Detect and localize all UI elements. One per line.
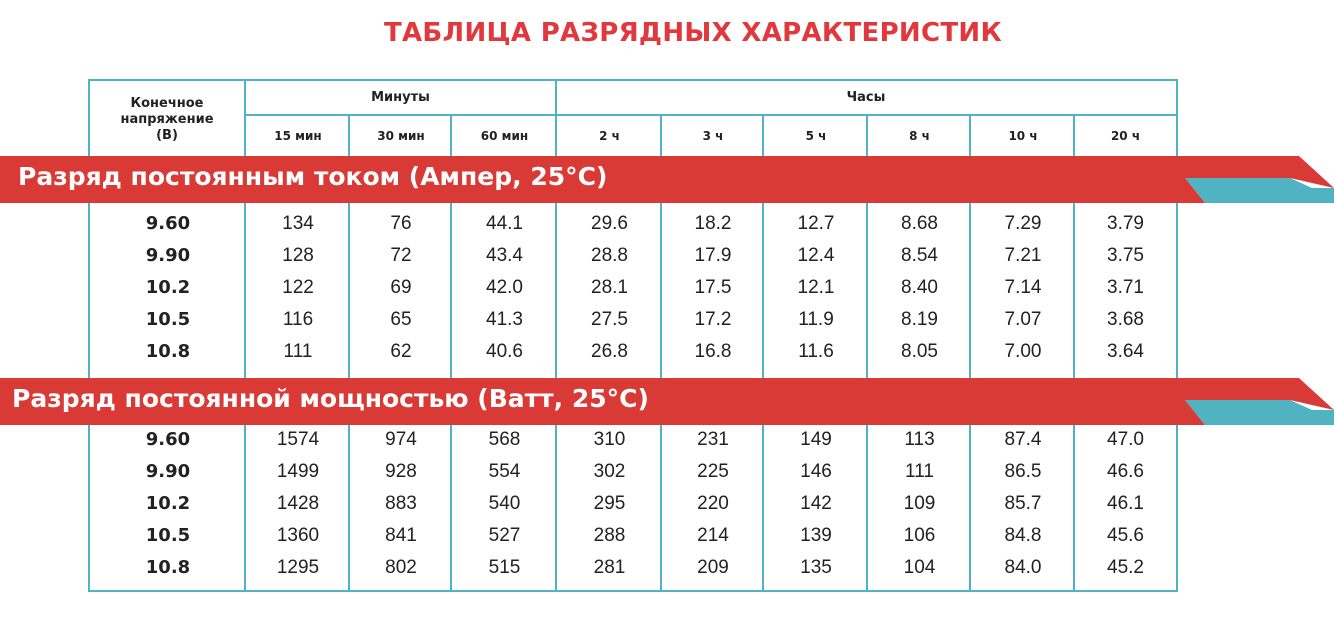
section-band-current xyxy=(0,156,1334,203)
value-cell: 3.68 xyxy=(1107,309,1144,330)
value-cell: 568 xyxy=(488,429,521,450)
value-cell: 46.6 xyxy=(1107,461,1144,482)
value-cell: 113 xyxy=(904,429,935,450)
value-cell: 8.54 xyxy=(901,245,938,266)
value-cell: 231 xyxy=(697,429,729,450)
value-cell: 44.1 xyxy=(486,213,523,234)
column-header: 30 мин xyxy=(377,129,425,143)
value-cell: 225 xyxy=(697,461,729,482)
value-cell: 214 xyxy=(697,525,729,546)
value-cell: 7.29 xyxy=(1004,213,1042,234)
value-cell: 111 xyxy=(283,341,313,362)
group-header-minutes: Минуты xyxy=(371,90,430,105)
value-cell: 17.5 xyxy=(694,277,732,298)
value-cell: 11.6 xyxy=(798,341,834,362)
value-cell: 8.68 xyxy=(901,213,938,234)
value-cell: 288 xyxy=(593,525,626,546)
value-cell: 29.6 xyxy=(591,213,628,234)
value-cell: 3.79 xyxy=(1107,213,1144,234)
value-cell: 28.8 xyxy=(591,245,628,266)
value-cell: 12.7 xyxy=(797,213,835,234)
value-cell: 106 xyxy=(903,525,936,546)
value-cell: 295 xyxy=(593,493,626,514)
value-cell: 84.8 xyxy=(1004,525,1042,546)
section-label-power: Разряд постоянной мощностью (Ватт, 25°C) xyxy=(12,384,649,413)
value-cell: 134 xyxy=(282,213,314,234)
voltage-cell: 9.90 xyxy=(145,461,191,482)
value-cell: 69 xyxy=(390,277,412,298)
voltage-cell: 9.60 xyxy=(145,429,191,450)
section-label-current: Разряд постоянным током (Ампер, 25°C) xyxy=(18,162,608,191)
value-cell: 302 xyxy=(593,461,626,482)
voltage-cell: 10.5 xyxy=(145,525,191,546)
value-cell: 12.4 xyxy=(797,245,835,266)
column-header: 60 мин xyxy=(480,129,529,143)
value-cell: 515 xyxy=(488,557,521,578)
value-cell: 1428 xyxy=(276,493,320,514)
column-header: 5 ч xyxy=(805,129,827,143)
voltage-cell: 10.8 xyxy=(145,341,191,362)
value-cell: 527 xyxy=(488,525,521,546)
value-cell: 3.71 xyxy=(1107,277,1144,298)
value-cell: 540 xyxy=(488,493,521,514)
value-cell: 7.21 xyxy=(1004,245,1042,266)
voltage-cell: 9.60 xyxy=(145,213,191,234)
column-header: 3 ч xyxy=(702,129,724,143)
group-header-hours: Часы xyxy=(846,90,886,105)
value-cell: 1360 xyxy=(276,525,320,546)
value-cell: 220 xyxy=(697,493,729,514)
value-cell: 42.0 xyxy=(486,277,523,298)
value-cell: 8.19 xyxy=(901,309,938,330)
column-header: 20 ч xyxy=(1110,129,1141,143)
value-cell: 1499 xyxy=(276,461,320,482)
value-cell: 841 xyxy=(385,525,417,546)
value-cell: 3.64 xyxy=(1107,341,1144,362)
page-title: ТАБЛИЦА РАЗРЯДНЫХ ХАРАКТЕРИСТИК xyxy=(383,18,1003,48)
value-cell: 76 xyxy=(390,213,412,234)
value-cell: 128 xyxy=(282,245,314,266)
value-cell: 928 xyxy=(385,461,417,482)
value-cell: 122 xyxy=(282,277,314,298)
value-cell: 28.1 xyxy=(591,277,628,298)
value-cell: 17.9 xyxy=(694,245,732,266)
header-divider xyxy=(245,114,1176,116)
value-cell: 87.4 xyxy=(1004,429,1042,450)
voltage-cell: 10.5 xyxy=(145,309,191,330)
voltage-cell: 10.2 xyxy=(145,277,191,298)
value-cell: 209 xyxy=(697,557,729,578)
value-cell: 16.8 xyxy=(694,341,732,362)
value-cell: 139 xyxy=(800,525,832,546)
value-cell: 281 xyxy=(593,557,626,578)
value-cell: 86.5 xyxy=(1004,461,1042,482)
value-cell: 109 xyxy=(903,493,936,514)
value-cell: 116 xyxy=(282,309,314,330)
voltage-cell: 10.8 xyxy=(145,557,191,578)
value-cell: 40.6 xyxy=(486,341,523,362)
value-cell: 111 xyxy=(905,461,934,482)
value-cell: 85.7 xyxy=(1004,493,1042,514)
voltage-cell: 9.90 xyxy=(145,245,191,266)
value-cell: 3.75 xyxy=(1107,245,1144,266)
value-cell: 146 xyxy=(800,461,832,482)
value-cell: 65 xyxy=(390,309,412,330)
value-cell: 883 xyxy=(385,493,417,514)
value-cell: 11.9 xyxy=(798,309,834,330)
value-cell: 7.07 xyxy=(1004,309,1042,330)
value-cell: 802 xyxy=(385,557,417,578)
value-cell: 26.8 xyxy=(591,341,628,362)
voltage-header-line-2: напряжение xyxy=(120,112,214,127)
voltage-header-line-1: Конечное xyxy=(130,96,204,111)
value-cell: 104 xyxy=(903,557,936,578)
column-header: 2 ч xyxy=(599,129,620,143)
value-cell: 554 xyxy=(488,461,521,482)
value-cell: 7.14 xyxy=(1004,277,1042,298)
section-band-power xyxy=(0,378,1334,425)
value-cell: 8.40 xyxy=(901,277,938,298)
column-header: 15 мин xyxy=(274,129,322,143)
value-cell: 310 xyxy=(593,429,626,450)
value-cell: 43.4 xyxy=(486,245,523,266)
value-cell: 18.2 xyxy=(694,213,732,234)
value-cell: 135 xyxy=(800,557,832,578)
value-cell: 62 xyxy=(390,341,412,362)
value-cell: 7.00 xyxy=(1004,341,1042,362)
column-header: 10 ч xyxy=(1008,129,1038,143)
value-cell: 1295 xyxy=(276,557,320,578)
voltage-header-line-3: (В) xyxy=(156,128,178,143)
value-cell: 41.3 xyxy=(486,309,523,330)
voltage-cell: 10.2 xyxy=(145,493,191,514)
value-cell: 149 xyxy=(800,429,832,450)
value-cell: 17.2 xyxy=(694,309,732,330)
value-cell: 12.1 xyxy=(797,277,835,298)
value-cell: 45.2 xyxy=(1107,557,1144,578)
value-cell: 974 xyxy=(385,429,417,450)
value-cell: 142 xyxy=(800,493,832,514)
value-cell: 47.0 xyxy=(1107,429,1144,450)
value-cell: 8.05 xyxy=(901,341,938,362)
voltage-header xyxy=(90,96,244,144)
value-cell: 27.5 xyxy=(591,309,628,330)
column-header: 8 ч xyxy=(909,129,930,143)
value-cell: 46.1 xyxy=(1107,493,1144,514)
value-cell: 72 xyxy=(390,245,412,266)
value-cell: 1574 xyxy=(276,429,320,450)
value-cell: 84.0 xyxy=(1004,557,1042,578)
value-cell: 45.6 xyxy=(1107,525,1144,546)
